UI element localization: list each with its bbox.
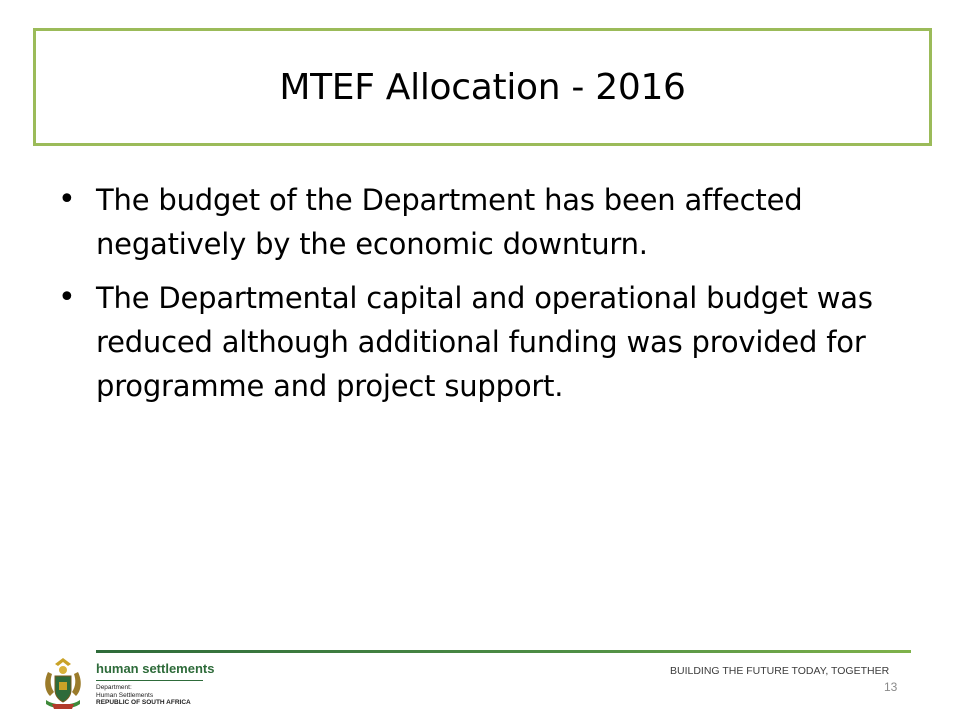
slide-title-box (33, 28, 932, 146)
org-department-label: Department: (96, 684, 132, 691)
org-country: REPUBLIC OF SOUTH AFRICA (96, 699, 191, 706)
bullet-item (58, 276, 888, 408)
bullet-text: The budget of the Department has been affected negatively by the economic downturn. (96, 183, 803, 261)
footer-tagline: BUILDING THE FUTURE TODAY, TOGETHER (670, 665, 890, 677)
slide-title: MTEF Allocation - 2016 (279, 66, 686, 108)
coat-of-arms-icon (38, 656, 88, 712)
footer-divider (96, 650, 911, 653)
org-name: human settlements (96, 661, 215, 676)
organization-block (96, 662, 214, 707)
bullet-item (58, 178, 888, 266)
bullet-text: The Departmental capital and operational budget was reduced although additional funding was provided for programme and project support. (96, 281, 873, 403)
bullet-list (58, 178, 888, 418)
org-rule (96, 680, 203, 681)
bullet-dot-icon: • (58, 182, 76, 217)
org-department-name: Human Settlements (96, 691, 154, 699)
page-number: 13 (884, 680, 898, 694)
bullet-dot-icon: • (58, 280, 76, 315)
